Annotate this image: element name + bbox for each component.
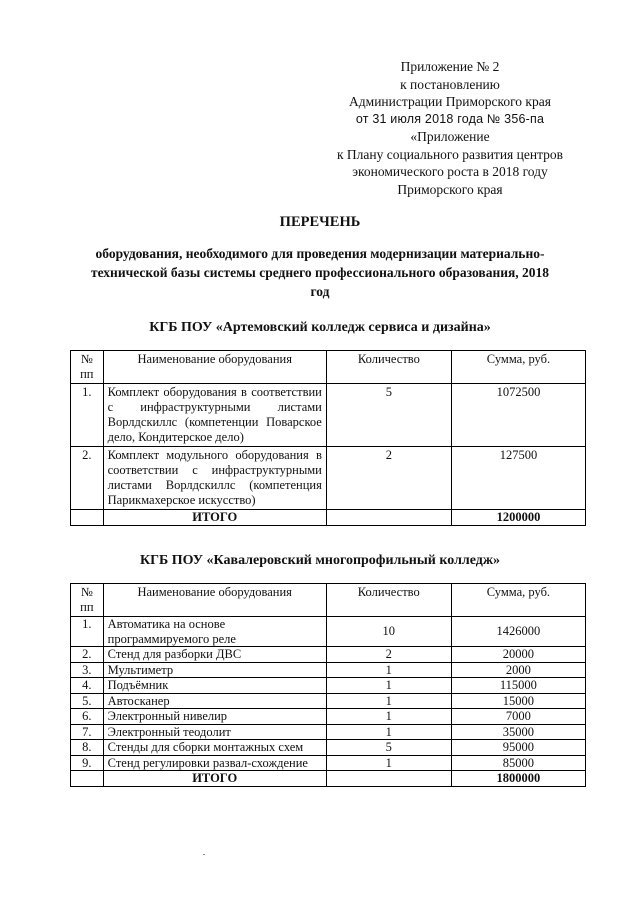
row-name: Комплект модульного оборудования в соответствии с инфраструктурными листами Ворлдскиллс (компетенция Парикмахерское искусство) <box>103 447 326 510</box>
row-qty: 1 <box>326 755 451 771</box>
row-no: 1. <box>71 617 104 647</box>
row-sum: 1426000 <box>451 617 585 647</box>
row-qty: 10 <box>326 617 451 647</box>
table-row <box>71 724 586 740</box>
row-qty: 1 <box>326 662 451 678</box>
row-sum: 15000 <box>451 693 585 709</box>
row-name: Электронный нивелир <box>103 709 326 725</box>
total-sum: 1200000 <box>451 510 585 526</box>
row-sum: 85000 <box>451 755 585 771</box>
row-no: 4. <box>71 678 104 694</box>
row-name: Мультиметр <box>103 662 326 678</box>
table-row <box>71 647 586 663</box>
row-name: Электронный теодолит <box>103 724 326 740</box>
total-empty-cell <box>326 771 451 787</box>
annex-line: Приморского края <box>397 181 503 197</box>
header-qty: Количество <box>326 584 451 617</box>
row-no: 8. <box>71 740 104 756</box>
row-sum: 1072500 <box>451 384 585 447</box>
row-qty: 1 <box>326 693 451 709</box>
row-no: 2. <box>71 647 104 663</box>
header-name: Наименование оборудования <box>103 584 326 617</box>
row-qty: 5 <box>326 384 451 447</box>
header-sum: Сумма, руб. <box>451 351 585 384</box>
annex-date-number: от 31 июля 2018 года № 356-па <box>355 111 545 126</box>
row-no: 3. <box>71 662 104 678</box>
equipment-table-1 <box>70 350 586 526</box>
row-no: 9. <box>71 755 104 771</box>
row-sum: 20000 <box>451 647 585 663</box>
document-subtitle <box>0 244 640 301</box>
row-name: Автосканер <box>103 693 326 709</box>
row-name: Комплект оборудования в соответствии с инфраструктурными листами Ворлдскиллс (компетенции Поварское дело, Кондитерское дело) <box>103 384 326 447</box>
annex-line: к Плану социального развития центров <box>336 146 564 162</box>
row-name: Автоматика на основе программируемого реле <box>103 617 326 647</box>
row-qty: 2 <box>326 447 451 510</box>
row-sum: 35000 <box>451 724 585 740</box>
total-label: ИТОГО <box>103 771 326 787</box>
row-no: 6. <box>71 709 104 725</box>
row-sum: 7000 <box>451 709 585 725</box>
row-sum: 2000 <box>451 662 585 678</box>
annex-line: «Приложение <box>410 129 490 144</box>
total-empty-cell <box>71 510 104 526</box>
table-header-row <box>71 584 586 617</box>
row-no: 1. <box>71 384 104 447</box>
total-empty-cell <box>326 510 451 526</box>
scan-speck <box>203 854 205 855</box>
annex-line: Приложение № 2 <box>400 59 500 74</box>
row-qty: 2 <box>326 647 451 663</box>
table-row <box>71 740 586 756</box>
header-no: № пп <box>71 351 104 384</box>
table-row <box>71 678 586 694</box>
row-no: 2. <box>71 447 104 510</box>
total-sum: 1800000 <box>451 771 585 787</box>
row-qty: 1 <box>326 678 451 694</box>
row-sum: 95000 <box>451 740 585 756</box>
row-sum: 127500 <box>451 447 585 510</box>
table-row <box>71 447 586 510</box>
table-row <box>71 662 586 678</box>
annex-line: Администрации Приморского края <box>349 94 551 109</box>
total-row <box>71 771 586 787</box>
table-row <box>71 384 586 447</box>
document-subtitle-text: оборудования, необходимого для проведения модернизации материально-технической базы системы среднего профессионального образования, 2018 год <box>90 246 550 299</box>
row-name: Стенд регулировки развал-схождение <box>103 755 326 771</box>
table-row <box>71 755 586 771</box>
table-header-row <box>71 351 586 384</box>
header-no: № пп <box>71 584 104 617</box>
annex-line: экономического роста в 2018 году <box>352 164 548 179</box>
row-qty: 1 <box>326 709 451 725</box>
row-no: 7. <box>71 724 104 740</box>
total-row <box>71 510 586 526</box>
row-qty: 5 <box>326 740 451 756</box>
total-empty-cell <box>71 771 104 787</box>
row-sum: 115000 <box>451 678 585 694</box>
row-name: Стенд для разборки ДВС <box>103 647 326 663</box>
table-row <box>71 617 586 647</box>
document-title: ПЕРЕЧЕНЬ <box>279 214 361 230</box>
total-label: ИТОГО <box>103 510 326 526</box>
equipment-table-2 <box>70 583 586 787</box>
annex-header <box>300 58 600 198</box>
section2-title: КГБ ПОУ «Кавалеровский многопрофильный колледж» <box>139 553 501 568</box>
table-row <box>71 693 586 709</box>
section1-title: КГБ ПОУ «Артемовский колледж сервиса и дизайна» <box>149 320 491 335</box>
header-qty: Количество <box>326 351 451 384</box>
row-name: Стенды для сборки монтажных схем <box>103 740 326 756</box>
table-row <box>71 709 586 725</box>
row-qty: 1 <box>326 724 451 740</box>
header-name: Наименование оборудования <box>103 351 326 384</box>
row-no: 5. <box>71 693 104 709</box>
annex-line: к постановлению <box>400 76 500 92</box>
header-sum: Сумма, руб. <box>451 584 585 617</box>
row-name: Подъёмник <box>103 678 326 694</box>
